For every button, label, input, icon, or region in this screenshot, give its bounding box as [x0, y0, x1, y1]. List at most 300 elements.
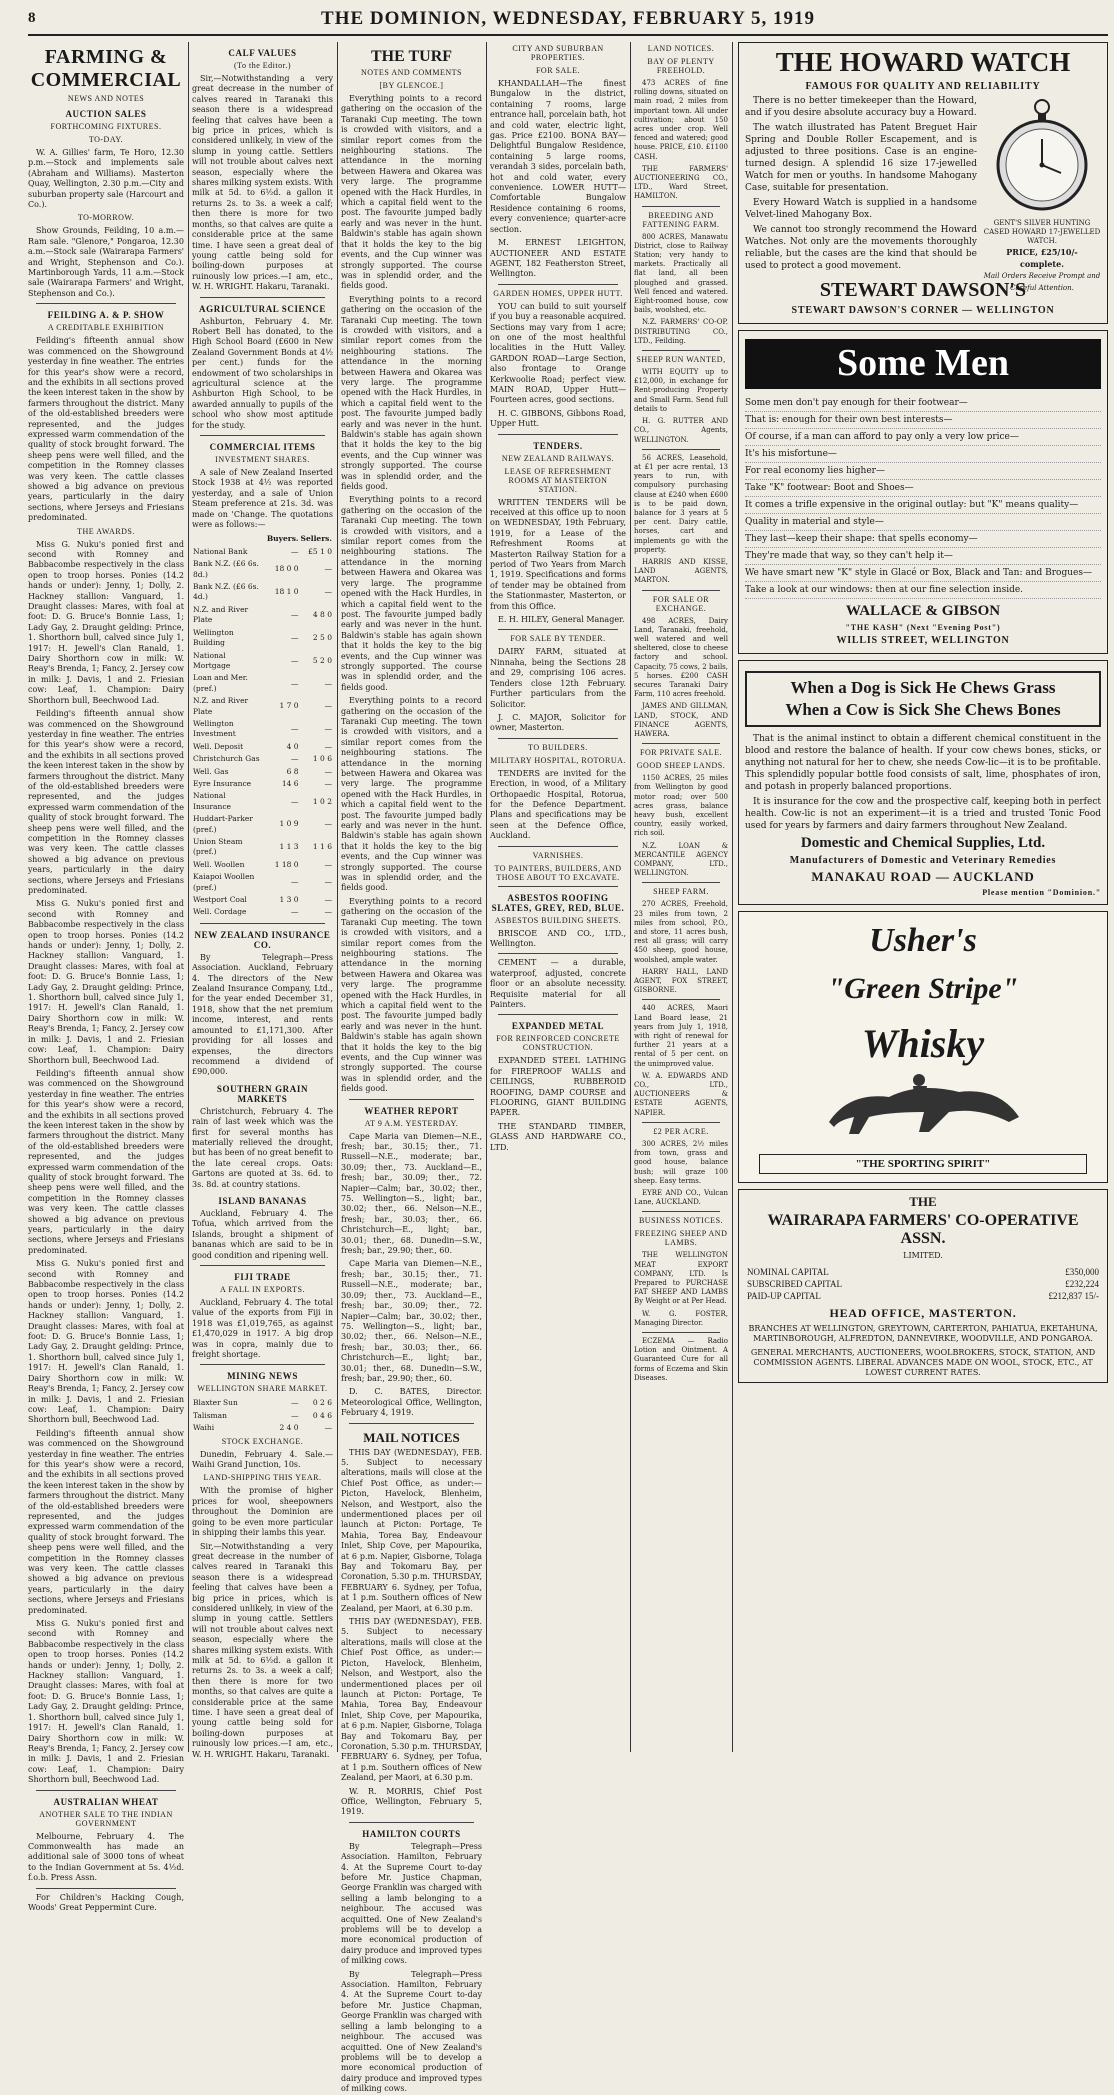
- article-subheading: GOOD SHEEP LANDS.: [636, 761, 726, 771]
- article-subheading: FOR SALE.: [535, 66, 581, 75]
- mail-order-note: Mail Orders Receive Prompt and Careful Attention.: [983, 272, 1101, 292]
- article-subheading: (To the Editor.): [234, 61, 291, 70]
- table-cell: 1 1 3: [279, 842, 299, 852]
- column-turf: [341, 42, 482, 2094]
- agent: H. G. RUTTER AND CO., Agents, WELLINGTON.: [634, 417, 728, 444]
- wairarapa-farmers-advert: [738, 1189, 1108, 1383]
- table-cell: £232,224: [1065, 1279, 1099, 1289]
- advertiser-address: MANAKAU ROAD — AUCKLAND: [811, 869, 1035, 884]
- table-cell: —: [291, 907, 299, 917]
- table-cell: —: [324, 766, 332, 776]
- article-heading: ISLAND BANANAS: [218, 1195, 307, 1206]
- divider: [349, 1423, 474, 1424]
- table-row: [192, 581, 333, 604]
- headline-line: When a Cow is Sick She Chews Bones: [785, 700, 1061, 719]
- section-heading: BUSINESS NOTICES.: [638, 1216, 724, 1226]
- table-cell: —: [324, 724, 332, 734]
- table-cell: —: [291, 632, 299, 642]
- agent: H. C. GIBBONS, Gibbons Road, Upper Hutt.: [490, 408, 626, 429]
- article-heading: AGRICULTURAL SCIENCE: [199, 303, 326, 314]
- article-text: Everything points to a record gathering on the occasion of the Taranaki Cup meeting. The town is crowded with visitors, and a similar report comes from the neighbouring stations. The attendance in the morning between Hawera and Okarea was very large. The programme opened with the Hack Hurdles, in which a capital field went to the post. The favourite jumped badly early and was never in the hunt. Baldwin's stable has again shown that it holds the key to the big events, and the Cup winner was strongly supported. The course was in splendid order, and the fields good.: [341, 896, 482, 1094]
- advert-line: It comes a trifle expensive in the original outlay: but "K" means quality—: [745, 497, 1101, 514]
- agent: JAMES AND GILLMAN, LAND, STOCK, AND FINANCE AGENTS, HAWERA.: [634, 702, 728, 738]
- article-heading: SHEEP RUN WANTED,: [636, 355, 726, 365]
- article-text: DAIRY FARM, situated at Ninnaha, being the Sections 28 and 29, comprising 106 acres. Tenders close 12th February. Further particulars from the Solicitor.: [490, 647, 626, 709]
- article-text: Cape Maria van Diemen—N.E., fresh; bar., 30.15; ther., 71. Russell—N.E., moderate; bar., 30.09; ther., 73. Auckland—E., fresh; bar., 30.09; ther., 72. Napier—Calm; bar., 30.02; ther., 75. Wellington—S., light; bar., 30.02; ther., 66. Nelson—N.E., fresh; bar., 30.03; ther., 66. Christchurch—E., light; bar., 30.01; ther., 68. Dunedin—S.W., fresh; bar., 29.90; ther., 60.: [341, 1131, 482, 1256]
- article-heading: FEILDING A. & P. SHOW: [47, 310, 165, 321]
- column-rule: [337, 42, 338, 1752]
- advertiser-name: Domestic and Chemical Supplies, Ltd.: [800, 835, 1046, 851]
- article-heading: AUSTRALIAN WHEAT: [53, 1796, 159, 1807]
- signature: W. R. MORRIS, Chief Post Office, Wellington, February 5, 1919.: [341, 1786, 482, 1817]
- share-table: [192, 533, 333, 918]
- table-row: [192, 859, 333, 871]
- article-heading: BREEDING AND FATTENING FARM.: [642, 210, 720, 229]
- article-text: 473 ACRES of fine rolling downs, situated on main road, 2 miles from important town. All under cultivation; about 150 acres under crop. Well fenced and watered; good house. PRICE, £10. £1100 CASH.: [634, 79, 728, 161]
- cow-lic-advert: [738, 660, 1108, 905]
- article-heading: MINING NEWS: [227, 1371, 298, 1382]
- table-header: Buyers.: [266, 534, 299, 544]
- article-text: WRITTEN TENDERS will be received at this office up to noon on WEDNESDAY, 19th February, 1919, for a Lease of the Refreshment Rooms at Masterton Railway Station for a period of Two Years from March 1, 1919. Specifications and forms of tender may be obtained from the Stationmaster, Masterton, or from this Office.: [490, 497, 626, 611]
- agent: HARRY HALL, LAND AGENT, FOX STREET, GISBORNE.: [634, 967, 728, 995]
- table-cell: —: [324, 587, 332, 597]
- table-cell: Well. Woollen: [193, 859, 245, 869]
- article-text: Christchurch, February 4. The rain of last week which was the first for several months has materially relieved the drought, but has been of no great benefit to the late cereal crops. Oats: Gartons are quoted at 3s. 6d. to 3s. 8d. at country stations.: [192, 1106, 333, 1189]
- table-cell: —: [291, 610, 299, 620]
- advertiser-subtitle: Manufacturers of Domestic and Veterinary Remedies: [789, 855, 1057, 866]
- divider: [498, 629, 618, 630]
- advert-line: It's his misfortune—: [745, 446, 1101, 463]
- company-name: WAIRARAPA FARMERS' CO-OPERATIVE ASSN.: [767, 1212, 1079, 1247]
- advert-text: There is no better timekeeper than the Howard, and if you desire absolute accuracy buy a Howard.: [745, 96, 977, 118]
- mining-table: [192, 1397, 333, 1434]
- signature: J. C. MAJOR, Solicitor for owner, Masterton.: [490, 712, 626, 733]
- article-heading: £2 PER ACRE.: [653, 1126, 709, 1136]
- article-subheading: ASBESTOS BUILDING SHEETS.: [494, 915, 622, 925]
- column-rule: [630, 42, 631, 1752]
- advert-text: That is the animal instinct to obtain a different chemical constituent in the blood and restore the balance of health. If your cow chews bones, sticks, or anything not natural for her to chew, she needs Cow-lic—it is to be profitable. This splendidly popular bottle food consists of salt, lime, phosphates of iron, and potash in properly balanced proportions.: [745, 734, 1101, 792]
- table-cell: Huddart-Parker (pref.): [193, 814, 253, 834]
- table-row: [192, 627, 333, 650]
- divider: [498, 846, 618, 847]
- advert-line: Take a look at our windows: then at our fine selection inside.: [745, 582, 1101, 599]
- table-cell: 1 0 6: [312, 754, 332, 764]
- article-subheading: THE AWARDS.: [77, 526, 135, 536]
- signature: W. G. FOSTER, Managing Director.: [634, 1309, 728, 1327]
- table-cell: —: [291, 796, 299, 806]
- article-text: ECZEMA — Radio Lotion and Ointment. A Guaranteed Cure for all forms of Eczema and Skin Diseases.: [634, 1336, 728, 1382]
- article-subheading: LEASE OF REFRESHMENT ROOMS AT MASTERTON STATION.: [504, 466, 612, 494]
- article-subheading: INVESTMENT SHARES.: [215, 455, 310, 464]
- advert-text: It is insurance for the cow and the prospective calf, keeping both in perfect health. Cow-lic is not an experiment—it is a tried and trusted Tonic Food used for years by farmers and dairy farmers throughout New Zealand.: [745, 797, 1101, 831]
- table-cell: Union Steam (pref.): [193, 837, 243, 857]
- advert-line: Some men don't pay enough for their footwear—: [745, 395, 1101, 412]
- article-heading: WEATHER REPORT: [364, 1105, 459, 1116]
- table-cell: 1 0 2: [312, 796, 332, 806]
- article-heading: FOR PRIVATE SALE.: [640, 748, 722, 758]
- divider: [642, 743, 720, 744]
- advert-line: Of course, if a man can afford to pay only a very low price—: [745, 429, 1101, 446]
- table-row: [192, 836, 333, 859]
- capital-table: [747, 1266, 1099, 1302]
- agent: THE FARMERS' AUCTIONEERING CO., LTD., Ward Street, HAMILTON.: [634, 164, 728, 201]
- divider: [498, 1014, 618, 1015]
- table-row: [192, 1410, 333, 1422]
- advertiser-address: STEWART DAWSON'S CORNER — WELLINGTON: [791, 305, 1055, 316]
- article-text: Feilding's fifteenth annual show was commenced on the Showground yesterday in fine weather. The entries for this year's show were a record, and the exhibits in all sections proved the keen interest taken in the show by farmers throughout the district. Many of the old-established breeders were represented, and the judges expressed warm commendation of the quality of stock brought forward. The sheep pens were well filled, and the competition in the Romney classes was very keen. The cattle classes showed a big advance on previous years, particularly in the dairy sections, where Jerseys and Friesians predominated.: [28, 1068, 185, 1255]
- table-cell: Christchurch Gas: [193, 754, 260, 764]
- advertiser-name: WALLACE & GIBSON: [845, 603, 1001, 619]
- table-cell: —: [324, 819, 332, 829]
- article-text: By Telegraph—Press Association. Hamilton, February 4. At the Supreme Court to-day before Mr. Justice Chapman, George Franklin was charged with selling a lamb belonging to a neighbour. The accused was acquitted. One of New Zealand's problems will be to develop a more economical production of dairy produce and improved types of milking cows.: [341, 1841, 482, 1966]
- article-subheading: MILITARY HOSPITAL, ROTORUA.: [490, 755, 626, 765]
- advert-text: The watch illustrated has Patent Breguet Hair Spring and Double Roller Escapement, and is adjusted to three positions. Case is an engine-turned design. A splendid 16 size 17-jewelled Watch for men or youths. In handsome Mahogany Case, suitable for presentation.: [745, 123, 977, 193]
- table-cell: Loan and Mer. (pref.): [193, 673, 248, 693]
- section-heading: TENDERS.: [533, 440, 583, 451]
- divider: [642, 882, 720, 883]
- table-cell: 1 1 6: [312, 842, 332, 852]
- signature: D. C. BATES, Director. Meteorological Office, Wellington, February 4, 1919.: [341, 1387, 482, 1418]
- table-cell: —: [324, 877, 332, 887]
- table-cell: Bank N.Z. (£6 6s. 8d.): [193, 559, 259, 579]
- column-rule: [732, 42, 733, 1752]
- watch-figure: [983, 95, 1101, 292]
- article-text: Dunedin, February 4. Sale.—Waihi Grand Junction, 10s.: [192, 1449, 333, 1470]
- article-subheading: TO-DAY.: [88, 135, 124, 144]
- column-city-properties: [490, 42, 626, 1752]
- agent: N.Z. FARMERS' CO-OP. DISTRIBUTING CO., LTD., Feilding.: [634, 318, 728, 345]
- section-heading: CITY AND SUBURBAN PROPERTIES.: [512, 44, 604, 62]
- article-heading: NEW ZEALAND INSURANCE CO.: [194, 929, 331, 950]
- divider: [642, 590, 720, 591]
- table-cell: Kaiapoi Woollen (pref.): [193, 872, 255, 892]
- article-heading: TO BUILDERS.: [528, 742, 588, 752]
- advert-line: They last—keep their shape: that spells economy—: [745, 531, 1101, 548]
- article-text: Ashburton, February 4. Mr. Robert Bell has donated, to the High School Board (£600 in New Zealand Government Bonds at 4½ per cent.) funds for the endowment of two scholarships in agricultural science at the Ashburton High School, to be awarded annually to pupils of the school who show most aptitude for the study.: [192, 316, 333, 430]
- bank-the: THE: [909, 1194, 937, 1209]
- advert-line: They're made that way, so they can't help it—: [745, 548, 1101, 565]
- article-subheading: NOTES AND COMMENTS: [360, 68, 462, 77]
- article-heading: CALF VALUES: [228, 48, 297, 58]
- table-cell: —: [324, 678, 332, 688]
- column-rule: [188, 42, 189, 1752]
- article-text: Feilding's fifteenth annual show was commenced on the Showground yesterday in fine weather. The entries for this year's show were a record, and the exhibits in all sections proved the keen interest taken in the show by farmers throughout the district. Many of the old-established breeders were represented, and the judges expressed warm commendation of the quality of stock brought forward. The sheep pens were well filled, and the competition in the Romney classes was very keen. The cattle classes showed a big advance on previous years, particularly in the dairy sections, where Jerseys and Friesians predominated.: [28, 336, 185, 523]
- table-cell: —: [324, 778, 332, 788]
- divider: [498, 738, 618, 739]
- article-text: Feilding's fifteenth annual show was commenced on the Showground yesterday in fine weather. The entries for this year's show were a record, and the exhibits in all sections proved the keen interest taken in the show by farmers throughout the district. Many of the old-established breeders were represented, and the judges expressed warm commendation of the quality of stock brought forward. The sheep pens were well filled, and the competition in the Romney classes was very keen. The cattle classes showed a big advance on previous years, particularly in the dairy sections, where Jerseys and Friesians predominated.: [28, 1428, 185, 1615]
- agent: EYRE AND CO., Vulcan Lane, AUCKLAND.: [634, 1188, 728, 1207]
- article-text: WITH EQUITY up to £12,000, in exchange for Rent-producing Property and Small Farm. Send full details to: [634, 368, 728, 413]
- product-name: Whisky: [861, 1021, 985, 1066]
- table-cell: 18 0 0: [274, 564, 299, 574]
- article-heading: COMMERCIAL ITEMS: [209, 442, 316, 452]
- table-row: [192, 790, 333, 813]
- article-subheading: A FALL IN EXPORTS.: [220, 1285, 305, 1294]
- table-cell: —: [291, 678, 299, 688]
- table-cell: —: [324, 1423, 332, 1433]
- company-services: GENERAL MERCHANTS, AUCTIONEERS, WOOLBROKERS, STOCK, STATION, AND COMMISSION AGENTS. LIBERAL ADVANCES MADE ON WOOL, STOCK, ETC., AT LOWEST CURRENT RATES.: [750, 1348, 1096, 1377]
- article-heading: NEW ZEALAND RAILWAYS.: [501, 453, 615, 463]
- column-farming: [28, 42, 185, 1912]
- advert-text: We cannot too strongly recommend the Howard Watches. Not only are the movements thoroughly reliable, but the cases are the kind that should be used to protect a good movement.: [745, 225, 977, 271]
- table-row: [192, 906, 333, 918]
- table-cell: £350,000: [1065, 1267, 1099, 1277]
- column-adverts: [738, 42, 1108, 1752]
- table-cell: N.Z. and River Plate: [193, 604, 249, 625]
- article-heading: BAY OF PLENTY FREEHOLD.: [647, 57, 715, 75]
- agent: W. A. EDWARDS AND CO., LTD., AUCTIONEERS & ESTATE AGENTS, NAPIER.: [634, 1071, 728, 1117]
- table-cell: Well. Gas: [193, 766, 229, 776]
- agent: M. ERNEST LEIGHTON, AUCTIONEER AND ESTATE AGENT, 182 Featherston Street, Wellington.: [490, 238, 626, 279]
- table-cell: N.Z. and River Plate: [193, 696, 249, 716]
- table-cell: Bank N.Z. (£6 6s. 4d.): [193, 582, 259, 602]
- article-heading: THE TURF: [370, 48, 453, 65]
- article-heading: FIJI TRADE: [234, 1272, 291, 1282]
- table-row: [192, 871, 333, 894]
- table-row: [747, 1290, 1099, 1302]
- article-subheading: ANOTHER SALE TO THE INDIAN GOVERNMENT: [39, 1809, 173, 1828]
- agent: HARRIS AND KISSE, LAND AGENTS, MARTON.: [634, 557, 728, 585]
- divider: [200, 1364, 325, 1365]
- divider: [498, 284, 618, 285]
- table-cell: 5 2 0: [312, 655, 332, 665]
- divider: [200, 923, 325, 924]
- signature: E. H. HILEY, General Manager.: [498, 615, 625, 625]
- table-row: [747, 1266, 1099, 1278]
- table-row: [192, 813, 333, 836]
- section-subheading: NEWS AND NOTES: [67, 94, 145, 103]
- article-text: With the promise of higher prices for wool, sheepowners throughout the Dominion are going to be even more particular in shipping their lambs this year.: [192, 1486, 333, 1538]
- article-text: Sir,—Notwithstanding a very great decrease in the number of calves reared in Taranaki this season there is a widespread feeling that calves have been a big price in prices, which is considered unlikely, in view of the slump in young cattle. Settlers will not trouble about calves next season, especially where the shares milking system exists. With milk at 5d. to 6½d. a gallon it returns 2s. to 3s. a week a calf; then there is more for two months, so that calves are quite a considerable price at the same time. I have seen a great deal of young cattle being sold for boiling-down purposes at ruinously low prices.—I am, etc., W. H. WRIGHT. Hakaru, Taranaki.: [192, 74, 333, 292]
- article-text: Miss G. Nuku's ponied first and second with Romney and Babbacombe respectively in the class open to troop horses. Ponies (14.2 hands or under): Jenny, 1; Dolly, 2. Hackney stallion: Vanguard, 1. Draught classes: Mares, with foal at foot: D. G. Bruce's Bonnie Lass, 1; Lady Gay, 2. Draught gelding: Prince, 1. Shorthorn bull, calved since July 1, 1917: H. Jewell's Clan Ranald, 1. Dairy Shorthorn cow in milk: W. Reay's Brenda, 1; Fancy, 2. Jersey cow in milk: J. Davis, 1 and 2. Friesian cow: Leaf, 1. Champion: Dairy Shorthorn bull, Beechwood Lad.: [28, 899, 184, 1065]
- table-cell: —: [291, 546, 299, 556]
- article-text: Melbourne, February 4. The Commonwealth has made an additional sale of 3000 tons of wheat to the Indian Government at 5s. 4½d. f.o.b. Press Assn.: [28, 1831, 184, 1883]
- table-cell: —: [324, 859, 332, 869]
- table-cell: Talisman: [193, 1410, 227, 1420]
- table-row: [747, 1278, 1099, 1290]
- article-text: Auckland, February 4. The Tofua, which arrived from the Islands, brought a shipment of bananas which are said to be in good condition and ripening well.: [192, 1208, 333, 1260]
- divider: [498, 886, 618, 887]
- table-cell: —: [324, 907, 332, 917]
- table-row: [192, 695, 333, 718]
- divider: [642, 1332, 720, 1333]
- divider: [642, 1211, 720, 1212]
- table-cell: 4 0: [286, 741, 299, 751]
- footer-advert: For Children's Hacking Cough, Woods' Great Peppermint Cure.: [28, 1892, 184, 1912]
- column-land-notices-a: [634, 42, 728, 1752]
- divider: [642, 1122, 720, 1123]
- article-text: KHANDALLAH—The finest Bungalow in the district, containing 7 rooms, large entrance hall, porcelain bath, hot and cold water, electric light, gas. Price £2100. BONA BAY—Delightful Bungalow Residence, containing 5 large rooms, verandah 3 sides, porcelain bath, hot and cold water, every convenience. LOWER HUTT—Comfortable Bungalow Residence containing 6 rooms, every convenience; quarter-acre section.: [490, 79, 626, 234]
- divider: [349, 1822, 474, 1823]
- article-text: 300 ACRES, 2½ miles from town, grass and good house, balance bush; will graze 100 sheep. Easy terms.: [634, 1139, 728, 1185]
- table-cell: 18 1 0: [274, 587, 299, 597]
- article-heading: ASBESTOS ROOFING SLATES, GREY, RED, BLUE.: [491, 892, 625, 913]
- table-row: [192, 766, 333, 778]
- article-text: By Telegraph—Press Association. Auckland, February 4. The directors of the New Zealand Insurance Company, Ltd., for the year ended December 31, 1918, show that the net premium income, interest, and rents amounted to £1,171,300. After providing for all losses and expenses, the directors recommend a dividend of £90,000.: [192, 952, 333, 1077]
- article-text: Show Grounds, Feilding, 10 a.m.—Ram sale. "Glenore," Pongaroa, 12.30 a.m.—Stock sale (Wairarapa Farmers' and Wright, Stephenson and Co.). Martinborough Yards, 11 a.m.—Stock sale (Wairarapa Farmers' and Wright, Stephenson and Co.).: [28, 226, 184, 298]
- advert-title: Some Men: [745, 339, 1101, 389]
- mention-note: Please mention "Dominion.": [982, 888, 1101, 897]
- advertiser-name: STEWART DAWSON'S: [819, 279, 1027, 301]
- branches: BRANCHES AT WELLINGTON, GREYTOWN, CARTERTON, PAHIATUA, EKETAHUNA, MARTINBOROUGH, ALFREDTON, DANNEVIRKE, WOODVILLE, AND PONGAROA.: [748, 1324, 1098, 1343]
- table-cell: National Bank: [193, 546, 248, 556]
- divider: [200, 1265, 325, 1266]
- article-subheading: TO PAINTERS, BUILDERS, AND THOSE ABOUT TO EXCAVATE.: [494, 863, 622, 882]
- table-cell: PAID-UP CAPITAL: [747, 1291, 821, 1301]
- divider: [36, 1888, 176, 1889]
- article-text: Feilding's fifteenth annual show was commenced on the Showground yesterday in fine weather. The entries for this year's show were a record, and the exhibits in all sections proved the keen interest taken in the show by farmers throughout the district. Many of the old-established breeders were represented, and the judges expressed warm commendation of the quality of stock brought forward. The sheep pens were well filled, and the competition in the Romney classes was very keen. The cattle classes showed a big advance on previous years, particularly in the dairy sections, where Jerseys and Friesians predominated.: [28, 709, 185, 895]
- article-text: CEMENT — a durable, waterproof, adjusted, concrete floor or an absolute necessity. Requisite material for all Painters.: [490, 958, 626, 1009]
- advert-line: Take "K" footwear: Boot and Shoes—: [745, 480, 1101, 497]
- newspaper-title: THE DOMINION, WEDNESDAY, FEBRUARY 5, 1919: [321, 8, 815, 29]
- brand-name: Usher's: [869, 922, 977, 959]
- table-cell: Westport Coal: [193, 895, 247, 905]
- divider: [642, 449, 720, 450]
- watch-price: PRICE, £25/10/- complete.: [1006, 247, 1078, 269]
- company-limited: LIMITED.: [903, 1251, 943, 1260]
- table-row: [192, 741, 333, 753]
- advert-text: Every Howard Watch is supplied in a handsome Velvet-lined Mahogany Box.: [745, 198, 977, 220]
- table-cell: 2 5 0: [312, 632, 332, 642]
- watch-caption: GENT'S SILVER HUNTING CASED HOWARD 17-JEWELLED WATCH.: [983, 219, 1101, 245]
- table-cell: —: [324, 564, 332, 574]
- advertiser-address: WILLIS STREET, WELLINGTON: [836, 635, 1010, 646]
- article-text: Everything points to a record gathering on the occasion of the Taranaki Cup meeting. The town is crowded with visitors, and a similar report comes from the neighbouring stations. The attendance in the morning between Hawera and Okarea was very large. The programme opened with the Hack Hurdles, in which a capital field went to the post. The favourite jumped badly early and was never in the hunt. Baldwin's stable has again shown that it holds the key to the big events, and the Cup winner was strongly supported. The course was in splendid order, and the fields good.: [341, 94, 482, 291]
- article-subheading: FOR REINFORCED CONCRETE CONSTRUCTION.: [496, 1034, 620, 1053]
- article-subheading: TO-MORROW.: [77, 213, 135, 223]
- advert-lines: [745, 395, 1101, 599]
- article-subheading: STOCK EXCHANGE.: [221, 1436, 304, 1446]
- page-number: 8: [28, 10, 36, 26]
- article-subheading: WELLINGTON SHARE MARKET.: [197, 1384, 328, 1394]
- table-row: [192, 1422, 333, 1434]
- table-cell: —: [291, 754, 299, 764]
- masthead: [28, 6, 1108, 36]
- article-text: TENDERS are invited for the Erection, in wood, of a Military Orthopaedic Hospital, Rotorua, for the Defence Department. Plans and specifications may be seen at the Defence Office, Auckland.: [490, 768, 626, 841]
- article-text: YOU can build to suit yourself if you buy a reasonable acquired. Sections may vary from 1 acre; on one of the most healthful localities in the Hutt Valley. GARDON ROAD—Large Section, also frontage to Orange Kerkwoolie Road; perfect view. MAIN ROAD, Upper Hutt—Fourteen acres, good sections.: [490, 301, 626, 405]
- table-cell: —: [324, 895, 332, 905]
- table-cell: National Insurance: [193, 791, 231, 811]
- divider: [642, 206, 720, 207]
- table-cell: National Mortgage: [193, 650, 231, 670]
- whisky-advert: [738, 911, 1108, 1183]
- article-text: Auckland, February 4. The total value of the exports from Fiji in 1918 was £1,019,765, as against £1,470,029 in 1917. A big drop was in copra, mainly due to freight shortage.: [192, 1298, 333, 1360]
- article-text: W. A. Gillies' farm, Te Horo, 12.30 p.m.—Stock and implements sale (Abraham and Williams). Masterton Quay, Wellington, 2.30 p.m.—City and suburban property sale (Harcourt and Co.).: [28, 148, 184, 210]
- section-heading: LAND NOTICES.: [647, 44, 715, 53]
- table-cell: —: [291, 1410, 299, 1420]
- head-office: HEAD OFFICE, MASTERTON.: [829, 1306, 1017, 1320]
- table-cell: —: [291, 724, 299, 734]
- article-text: THIS DAY (WEDNESDAY), FEB. 5. Subject to necessary alterations, mails will close at the Chief Post Office, as under:— Picton, Havelock, Blenheim, Nelson, and Westport, also the undermentioned places per oil launch at Picton: Portage, Te Mahia, Torea Bay, Endeavour Inlet, Ship Cove, per Mapourika, at 6 p.m. Napier, Gisborne, Tolaga Bay and Tokomaru Bay, per Coronation, 5.30 p.m. THURSDAY, FEBRUARY 6. Sydney, per Tofua, at 1 p.m. Southern offices of New Zealand, per Maori, at 6.30 p.m.: [341, 1447, 482, 1613]
- table-cell: —: [324, 741, 332, 751]
- table-cell: £5 1 0: [308, 546, 332, 556]
- agent: THE STANDARD TIMBER, GLASS AND HARDWARE CO., LTD.: [490, 1121, 626, 1152]
- article-subheading: AT 9 A.M. YESTERDAY.: [364, 1118, 459, 1128]
- table-cell: 1 3 0: [279, 895, 299, 905]
- article-text: THIS DAY (WEDNESDAY), FEB. 5. Subject to necessary alterations, mails will close at the Chief Post Office, as under:— Picton, Havelock, Blenheim, Nelson, and Westport, also the undermentioned places per oil launch at Picton: Portage, Te Mahia, Torea Bay, Endeavour Inlet, Ship Cove, per Mapourika, at 6 p.m. Napier, Gisborne, Tolaga Bay and Tokomaru Bay, per Coronation, 5.30 p.m. THURSDAY, FEBRUARY 6. Sydney, per Tofua, at 1 p.m. Southern offices of New Zealand, per Maori, at 6.30 p.m.: [341, 1617, 482, 1783]
- article-heading: EXPANDED METAL: [511, 1021, 605, 1032]
- article-text: 270 ACRES, Freehold, 23 miles from town, 2 miles from school, P.O., and store, 11 acres bush, rest all grass; will carry 450 sheep, good house, woolshed, ample water.: [634, 900, 728, 964]
- table-cell: 4 8 0: [312, 610, 332, 620]
- divider: [642, 350, 720, 351]
- article-text: A sale of New Zealand Inserted Stock 1938 at 4½ was reported yesterday, and a sale of Union Steam preference at 21s. 3d. was made on 'Change. The quotations were as follows:—: [192, 468, 333, 530]
- agent: BRISCOE AND CO., LTD., Wellington.: [490, 928, 626, 948]
- table-cell: 1 18 0: [274, 859, 299, 869]
- table-cell: —: [291, 1398, 299, 1408]
- horse-rider-icon: [809, 1062, 1039, 1142]
- advertiser-note: "THE KASH" (Next "Evening Post"): [845, 623, 1001, 632]
- table-cell: Wellington Building: [193, 627, 234, 648]
- table-row: [192, 1397, 333, 1409]
- article-text: 498 ACRES, Dairy Land, Taranaki, freehold, well watered and well sheltered, close to cheese factory and school. Capacity, 75 cows, 2 bails, 5 horses. £200 CASH secures Taranaki Dairy Farm, 110 acres freehold.: [634, 616, 728, 699]
- advert-title: THE HOWARD WATCH: [775, 47, 1071, 77]
- table-cell: 1 0 9: [279, 819, 299, 829]
- table-cell: 6 8: [286, 766, 299, 776]
- article-heading: AUCTION SALES: [65, 109, 147, 119]
- table-row: [192, 558, 333, 581]
- divider: [642, 999, 720, 1000]
- advert-subtitle: FAMOUS FOR QUALITY AND RELIABILITY: [805, 81, 1041, 92]
- table-row: [192, 718, 333, 741]
- table-cell: Blaxter Sun: [193, 1398, 238, 1408]
- some-men-advert: [738, 330, 1108, 654]
- divider: [36, 303, 176, 304]
- advert-line: We have smart new "K" style in Glacé or Box, Black and Tan: and Brogues—: [745, 565, 1101, 582]
- table-cell: £212,837 15/-: [1048, 1291, 1099, 1301]
- table-row: [192, 672, 333, 695]
- agent: N.Z. LOAN & MERCANTILE AGENCY COMPANY, LTD., WELLINGTON.: [634, 841, 728, 878]
- article-heading: SOUTHERN GRAIN MARKETS: [216, 1083, 309, 1104]
- article-subheading: LAND-SHIPPING THIS YEAR.: [203, 1473, 322, 1483]
- article-text: Miss G. Nuku's ponied first and second with Romney and Babbacombe respectively in the class open to troop horses. Ponies (14.2 hands or under): Jenny, 1; Dolly, 2. Hackney stallion: Vanguard, 1. Draught classes: Mares, with foal at foot: D. G. Bruce's Bonnie Lass, 1; Lady Gay, 2. Draught gelding: Prince, 1. Shorthorn bull, calved since July 1, 1917: H. Jewell's Clan Ranald, 1. Dairy Shorthorn cow in milk: W. Reay's Brenda, 1; Fancy, 2. Jersey cow in milk: J. Davis, 1 and 2. Friesian cow: Leaf, 1. Champion: Dairy Shorthorn bull, Beechwood Lad.: [28, 1619, 184, 1785]
- table-cell: Eyre Insurance: [193, 778, 252, 788]
- article-heading: SHEEP FARM.: [653, 887, 709, 897]
- table-cell: Wellington Investment: [193, 718, 236, 739]
- advert-line: That is: enough for their own best interests—: [745, 412, 1101, 429]
- table-cell: 0 4 6: [312, 1410, 332, 1420]
- slogan: "THE SPORTING SPIRIT": [759, 1154, 1087, 1174]
- brand-label: "Green Stripe": [827, 972, 1019, 1005]
- article-text: Sir,—Notwithstanding a very great decrease in the number of calves reared in Taranaki this season there is a widespread feeling that calves have been a big price in prices, which is considered unlikely, in view of the slump in young cattle. Settlers will not trouble about calves next season, especially where the shares milking system exists. With milk at 5d. to 6½d. a gallon it returns 2s. to 3s. a week a calf; then there is more for two months, so that calves are quite a considerable price at the same time. I have seen a great deal of young cattle being sold for boiling-down purposes at ruinously low prices.—I am, etc., W. H. WRIGHT. Hakaru, Taranaki.: [192, 1541, 333, 1759]
- article-heading: GARDEN HOMES, UPPER HUTT.: [493, 288, 623, 298]
- table-cell: —: [324, 701, 332, 711]
- section-heading: FARMING & COMMERCIAL: [30, 46, 182, 91]
- article-text: EXPANDED STEEL LATHING for FIREPROOF WALLS and CEILINGS, RUBBEROID ROOFING, DAMP COURSE and FLOORING, GIANT BUILDING PAPER.: [490, 1056, 626, 1118]
- article-text: Everything points to a record gathering on the occasion of the Taranaki Cup meeting. The town is crowded with visitors, and a similar report comes from the neighbouring stations. The attendance in the morning between Hawera and Okarea was very large. The programme opened with the Hack Hurdles, in which a capital field went to the post. The favourite jumped badly early and was never in the hunt. Baldwin's stable has again shown that it holds the key to the big events, and the Cup winner was strongly supported. The course was in splendid order, and the fields good.: [341, 294, 482, 492]
- table-cell: 0 2 6: [312, 1398, 332, 1408]
- table-row: [192, 778, 333, 790]
- article-subheading: A CREDITABLE EXHIBITION: [47, 323, 165, 333]
- howard-watch-advert: [738, 42, 1108, 324]
- pocket-watch-icon: [983, 95, 1101, 215]
- article-heading: FREEZING SHEEP AND LAMBS.: [634, 1229, 728, 1248]
- article-subheading: FORTHCOMING FIXTURES.: [50, 122, 162, 131]
- table-row: [192, 894, 333, 906]
- table-cell: Well. Deposit: [193, 741, 244, 751]
- table-cell: NOMINAL CAPITAL: [747, 1267, 829, 1277]
- article-text: 1150 ACRES, 25 miles from Wellington by good motor road; over 500 acres grass, balance heavy bush, excellent country, easily worked, rich soil.: [634, 774, 728, 838]
- article-heading: HAMILTON COURTS: [362, 1828, 461, 1839]
- table-row: [192, 753, 333, 765]
- advert-headline: [745, 671, 1101, 727]
- divider: [498, 434, 618, 435]
- article-heading: FOR SALE BY TENDER.: [510, 634, 606, 644]
- table-row: [192, 650, 333, 673]
- article-text: 800 ACRES, Manawatu District, close to Railway Station; very handy to markets. Practically all flat land, all been ploughed and grassed. Well fenced and watered. Eight-roomed house, cow bails, woolshed, etc.: [634, 232, 728, 315]
- divider: [36, 1790, 176, 1791]
- byline: [BY GLENCOE.]: [379, 81, 444, 90]
- divider: [498, 953, 618, 954]
